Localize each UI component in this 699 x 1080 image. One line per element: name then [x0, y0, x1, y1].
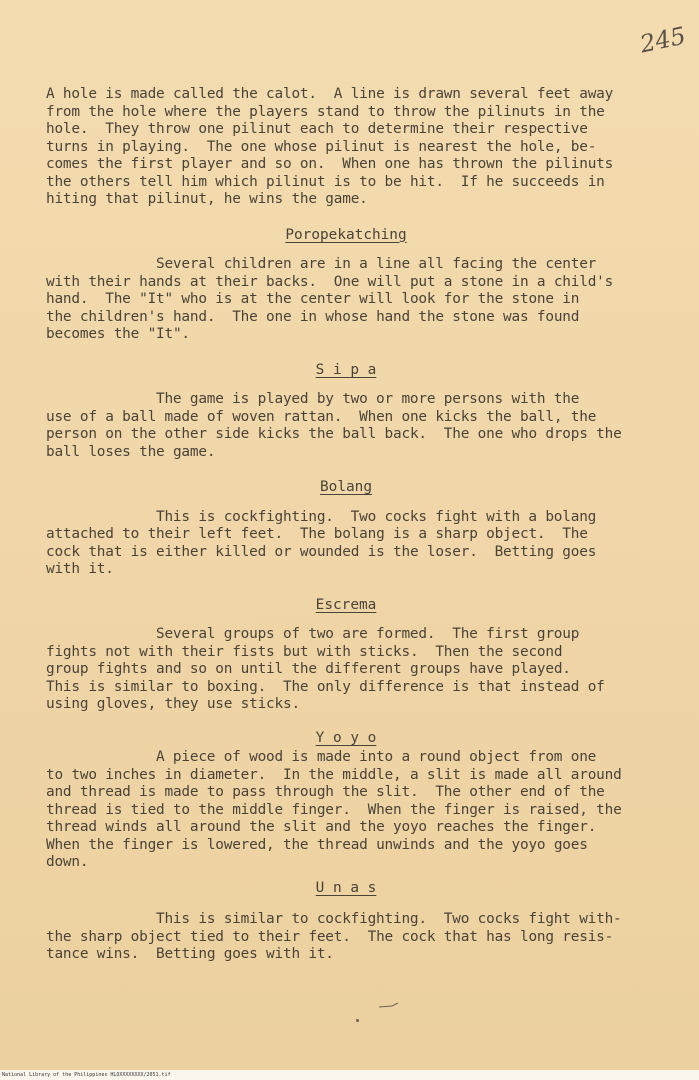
paragraph-sipa: The game is played by two or more persons with the use of a ball made of woven rattan. When one kicks the ball, the person on the other side kicks the ball back. The one who drops the ball loses the game. — [46, 391, 622, 460]
heading-sipa — [46, 362, 646, 380]
scan-footer: National Library of the Philippines HLOXXXXXXXX/2051.tif — [0, 1070, 699, 1080]
paragraph-bolang: This is cockfighting. Two cocks fight with a bolang attached to their left feet. The bolang is a sharp object. The cock that is either killed or wounded is the loser. Betting goes with it. — [46, 508, 597, 577]
document-body — [46, 86, 646, 964]
heading-text: Y o y o — [315, 729, 377, 746]
heading-bolang — [46, 479, 646, 497]
heading-poropekatching — [46, 227, 646, 245]
heading-text: Bolang — [320, 479, 372, 495]
heading-text: S i p a — [315, 361, 377, 378]
heading-text: Poropekatching — [285, 226, 407, 243]
paragraph-unas: This is similar to cockfighting. Two cocks fight with- the sharp object tied to their feet. The cock that has long resis- tance wins. Betting goes with it. — [46, 911, 622, 962]
paragraph-yoyo: A piece of wood is made into a round object from one to two inches in diameter. In the middle, a slit is made all around and thread is made to pass through the slit. The other end of the thread is tied to the middle finger. When the finger is raised, the thread winds all around the slit and the yoyo reaches the finger. When the finger is lowered, the thread unwinds and the yoyo goes down. — [46, 749, 622, 870]
dot-mark — [356, 1019, 359, 1022]
heading-yoyo — [46, 730, 646, 748]
paragraph-poropekatching: Several children are in a line all facing the center with their hands at their backs. One will put a stone in a child's hand. The "It" who is at the center will look for the stone in the children's hand. The one in whose hand the stone was found becomes the "It". — [46, 256, 614, 342]
heading-text: U n a s — [315, 879, 377, 896]
heading-unas — [46, 880, 646, 898]
heading-text: Escrema — [315, 596, 377, 613]
heading-escrema — [46, 597, 646, 615]
paragraph-escrema: Several groups of two are formed. The first group fights not with their fists but with sticks. Then the second group fights and so on until the different groups have played. This is similar to boxing. The only difference is that instead of using gloves, they use sticks. — [46, 626, 605, 712]
pencil-mark-icon — [378, 1000, 400, 1010]
intro-paragraph: A hole is made called the calot. A line is drawn several feet away from the hole where the players stand to throw the pilinuts in the hole. They throw one pilinut each to determine their respective turns in playing. The one whose pilinut is nearest the hole, be- comes the first player and so on. When one has thrown the pilinuts the others tell him which pilinut is to be hit. If he succeeds in hiting that pilinut, he wins the game. — [46, 86, 614, 207]
page-number: 245 — [637, 21, 689, 59]
